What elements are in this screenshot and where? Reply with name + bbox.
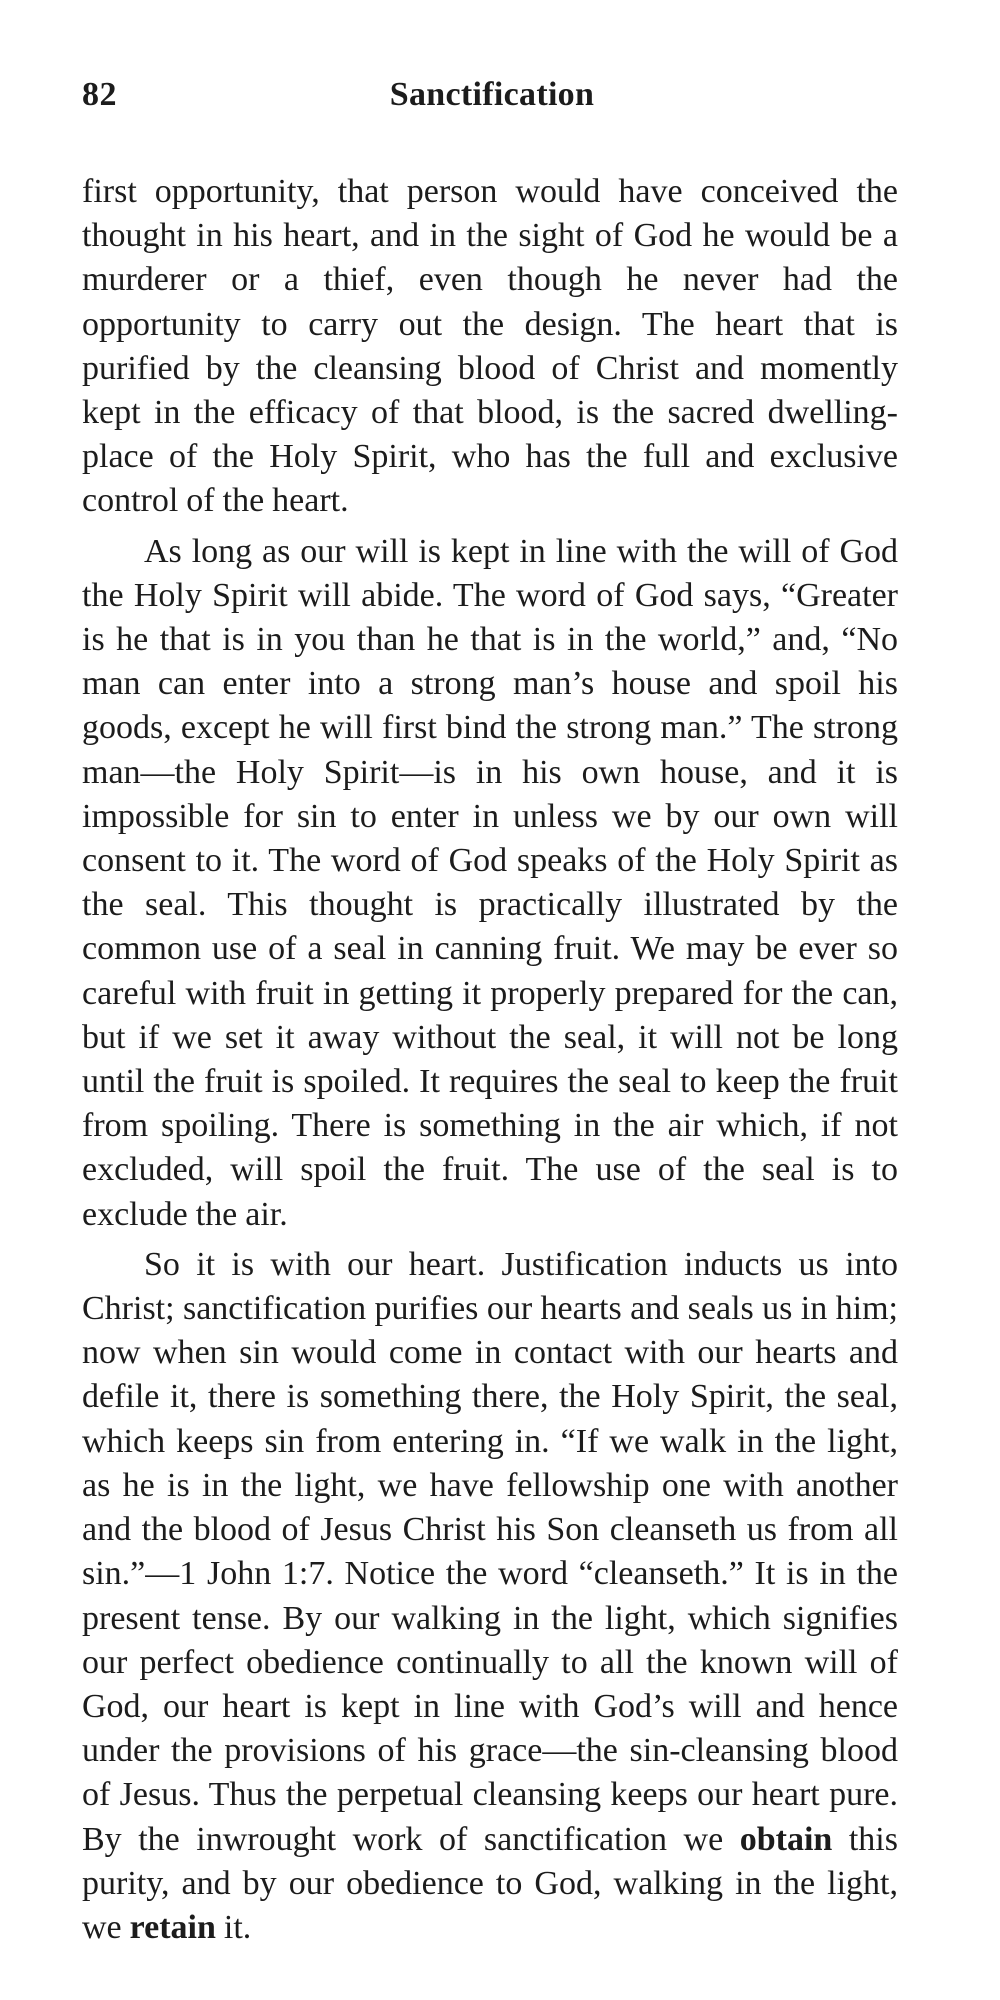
paragraph-1: first opportunity, that person would have conceived the thought in his heart, and in the sight of God he would be a murderer or a thief, even though he never had the opportunity to carry out the design. The heart that is purified by the cleansing blood of Christ and momently kept in the efficacy of that blood, is the sacred dwelling-place of the Holy Spirit, who has the full and exclusive control of the heart.: [82, 173, 898, 520]
emphasis-obtain: obtain: [739, 1820, 833, 1858]
paragraph-3-text-a: So it is with our heart. Justification inducts us into Christ; sanctification purifies our hearts and seals us in him; now when sin would come in contact with our hearts and defile it, there is something there, the Holy Spirit, the seal, which keeps sin from entering in. “If we walk in the light, as he is in the light, we have fellowship one with another and the blood of Jesus Christ his Son cleanseth us from all sin.”—1 John 1:7. Notice the word “cleanseth.” It is in the present tense. By our walking in the light, which signifies our perfect obedience continually to all the known will of God, our heart is kept in line with God’s will and hence under the provisions of his grace—the sin-cleansing blood of Jesus. Thus the perpetual cleansing keeps our heart pure. By the inwrought work of sanctification we: [82, 1245, 898, 1858]
paragraph-3-text-c: this purity, and by our obedience to God, walking in the light, we: [82, 1820, 898, 1946]
body-text: [82, 170, 898, 1956]
page-header: [82, 76, 902, 120]
paragraph-2: As long as our will is kept in line with the will of God the Holy Spirit will abide. The word of God says, “Greater is he that is in you than he that is in the world,” and, “No man can enter into a strong man’s house and spoil his goods, except he will first bind the strong man.” The strong man—the Holy Spirit—is in his own house, and it is impossible for sin to enter in unless we by our own will consent to it. The word of God speaks of the Holy Spirit as the seal. This thought is practically illustrated by the common use of a seal in canning fruit. We may be ever so careful with fruit in getting it properly prepared for the can, but if we set it away without the seal, it will not be long until the fruit is spoiled. It requires the seal to keep the fruit from spoiling. There is something in the air which, if not excluded, will spoil the fruit. The use of the seal is to exclude the air.: [82, 532, 898, 1233]
running-head-title: Sanctification: [389, 76, 595, 113]
paragraph-3-text-e: it.: [215, 1908, 252, 1946]
emphasis-retain: retain: [129, 1908, 216, 1946]
page-number: 82: [82, 76, 117, 113]
paragraph-3: [82, 1243, 898, 1950]
